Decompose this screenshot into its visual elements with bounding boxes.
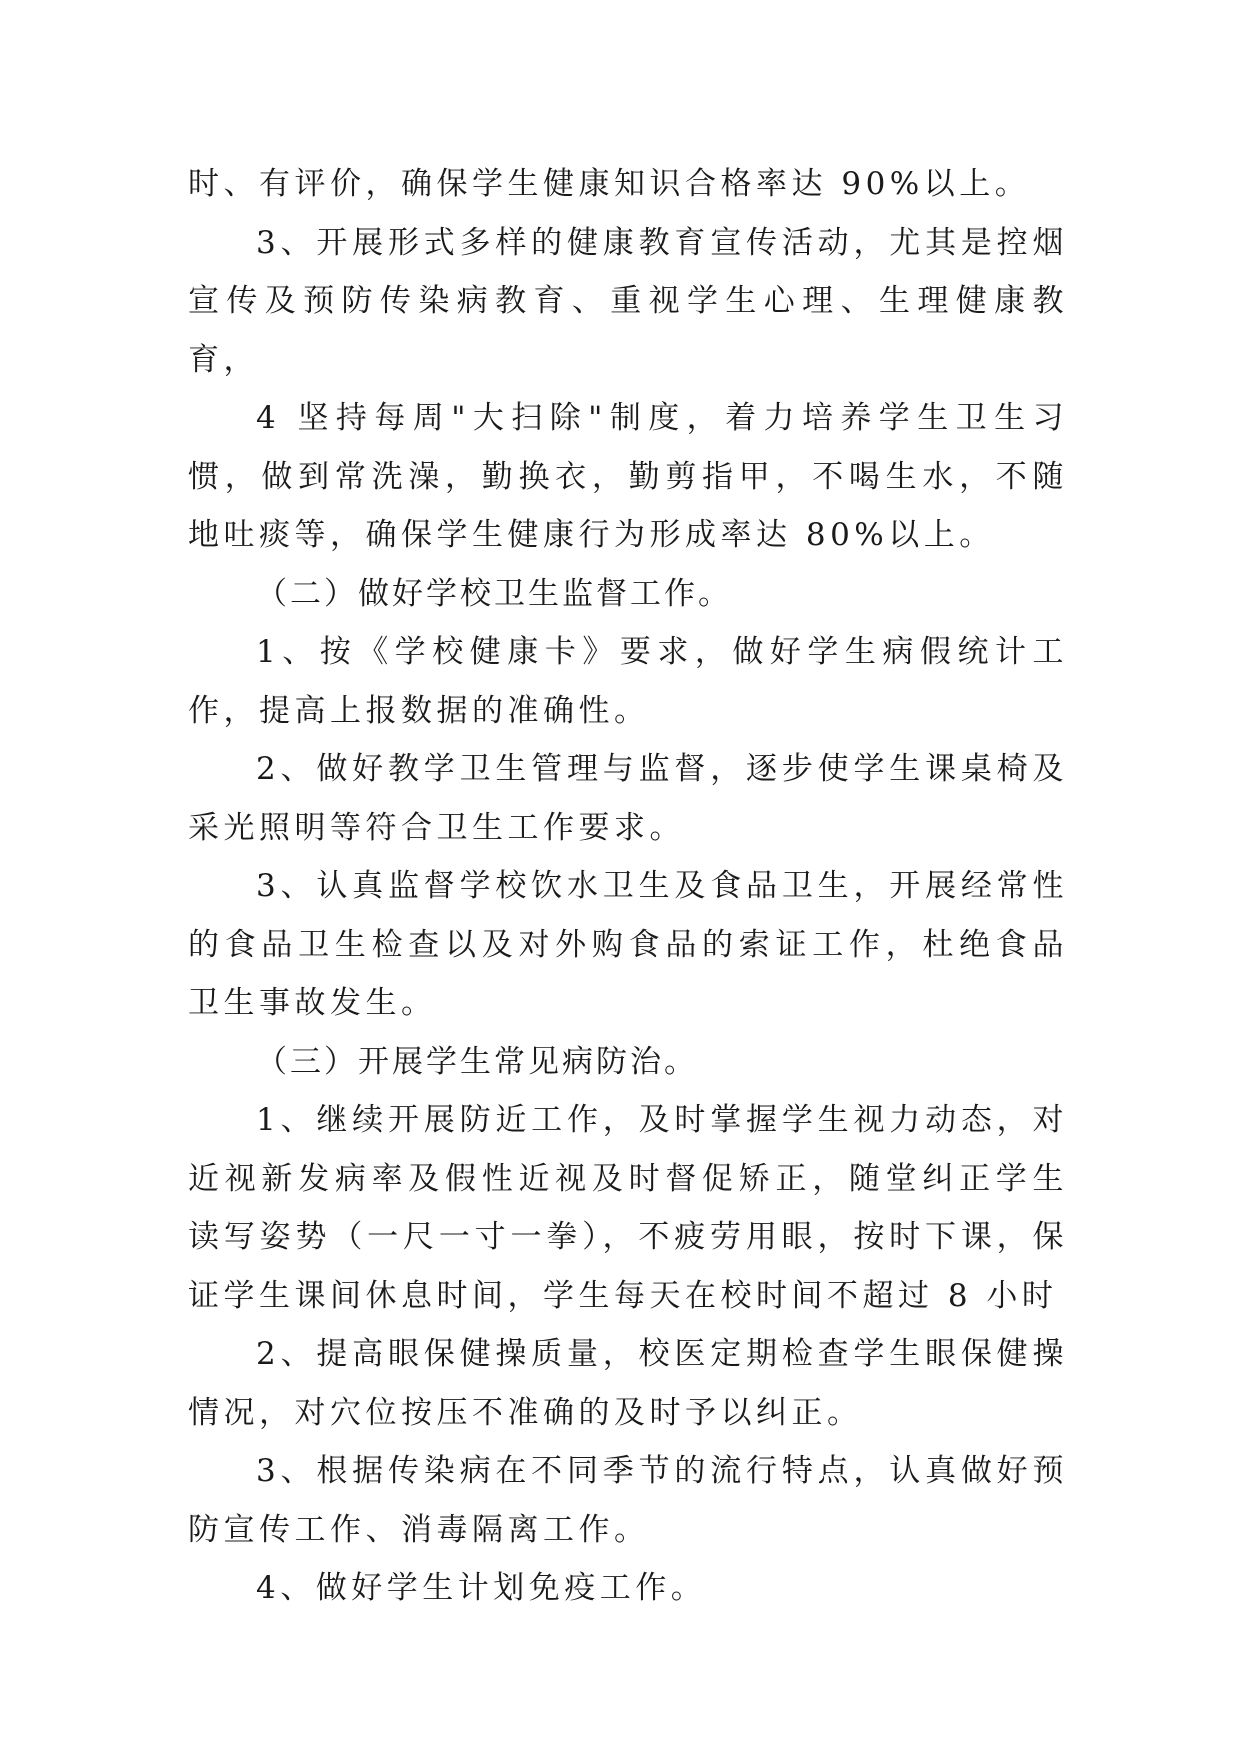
paragraph-item-1-myopia: 1、继续开展防近工作，及时掌握学生视力动态，对近视新发病率及假性近视及时督促矫正，随堂纠正学生读写姿势（一尺一寸一拳），不疲劳用眼，按时下课，保证学生课间休息时间，学生每天在校时间不超过 8 小时	[188, 1102, 1068, 1314]
paragraph-item-2-teaching-hygiene: 2、做好教学卫生管理与监督，逐步使学生课桌椅及采光照明等符合卫生工作要求。	[188, 751, 1068, 846]
paragraph-item-4-cleaning: 4 坚持每周"大扫除"制度，着力培养学生卫生习惯，做到常洗澡，勤换衣，勤剪指甲，不喝生水，不随地吐痰等，确保学生健康行为形成率达 80%以上。	[188, 400, 1068, 553]
paragraph-item-2-eye-exercise: 2、提高眼保健操质量，校医定期检查学生眼保健操情况，对穴位按压不准确的及时予以纠正。	[188, 1336, 1068, 1431]
paragraph-continuation: 时、有评价，确保学生健康知识合格率达 90%以上。	[188, 166, 1031, 202]
paragraph-item-3-infectious-disease: 3、根据传染病在不同季节的流行特点，认真做好预防宣传工作、消毒隔离工作。	[188, 1453, 1068, 1548]
paragraph-item-1-health-card: 1、按《学校健康卡》要求，做好学生病假统计工作，提高上报数据的准确性。	[188, 634, 1068, 729]
document-body	[188, 155, 1068, 1618]
paragraph-item-4-immunization: 4、做好学生计划免疫工作。	[256, 1570, 707, 1606]
section-heading-3: （三）开展学生常见病防治。	[256, 1043, 698, 1080]
section-heading-2: （二）做好学校卫生监督工作。	[256, 575, 732, 612]
paragraph-item-3-publicity: 3、开展形式多样的健康教育宣传活动，尤其是控烟宣传及预防传染病教育、重视学生心理、生理健康教育，	[188, 224, 1068, 378]
paragraph-item-3-food-hygiene: 3、认真监督学校饮水卫生及食品卫生，开展经常性的食品卫生检查以及对外购食品的索证工作，杜绝食品卫生事故发生。	[188, 868, 1068, 1021]
